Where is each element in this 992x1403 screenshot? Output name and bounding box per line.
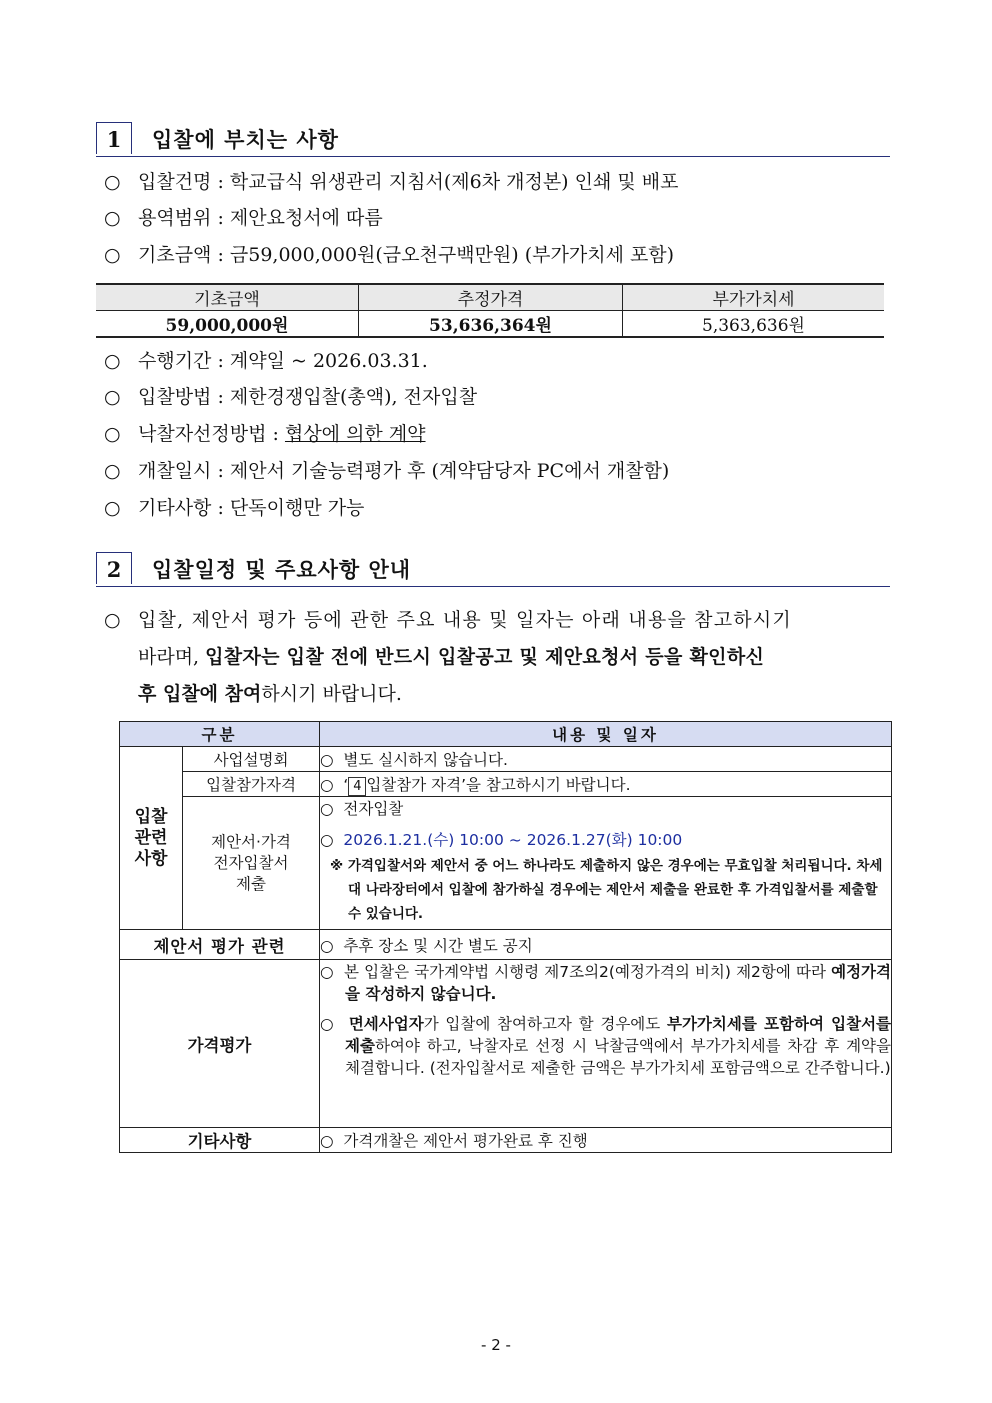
section-2-header bbox=[96, 552, 890, 587]
row-label: 제안서·가격 전자입찰서 제출 bbox=[183, 797, 320, 930]
group-label: 입찰 관련 사항 bbox=[120, 747, 183, 930]
table-header: 기초금액 bbox=[96, 284, 359, 311]
row-label: 사업설명회 bbox=[183, 747, 320, 772]
section-1-header bbox=[96, 122, 890, 157]
section-number: 2 bbox=[96, 552, 132, 584]
list-item: ○ 개찰일시 : 제안서 기술능력평가 후 (계약담당자 PC에서 개찰함) bbox=[104, 460, 670, 482]
amount-table bbox=[96, 283, 884, 338]
list-item: ○ 기타사항 : 단독이행만 가능 bbox=[104, 497, 365, 519]
table-cell: 53,636,364원 bbox=[359, 311, 623, 338]
list-item: ○ 기초금액 : 금59,000,000원(금오천구백만원) (부가가치세 포함) bbox=[104, 244, 675, 266]
section-title: 입찰일정 및 주요사항 안내 bbox=[152, 557, 412, 582]
table-header: 추정가격 bbox=[359, 284, 623, 311]
contract-method: 협상에 의한 계약 bbox=[284, 423, 426, 445]
row-label: 입찰참가자격 bbox=[183, 772, 320, 797]
table-cell: 5,363,636원 bbox=[623, 311, 885, 338]
row-label: 기타사항 bbox=[120, 1128, 320, 1153]
list-item: ○ 수행기간 : 계약일 ~ 2026.03.31. bbox=[104, 350, 428, 372]
row-label: 가격평가 bbox=[120, 960, 320, 1128]
table-cell: ○ ‘ 4 입찰참가 자격’을 참고하시기 바랍니다. bbox=[320, 772, 892, 797]
list-item: ○ 낙찰자선정방법 : 협상에 의한 계약 bbox=[104, 423, 426, 445]
list-item: ○ 입찰방법 : 제한경쟁입찰(총액), 전자입찰 bbox=[104, 386, 478, 408]
section-ref-box: 4 bbox=[348, 777, 366, 796]
section-number: 1 bbox=[96, 122, 132, 154]
table-cell: ○ 전자입찰 ○ 2026.1.21.(수) 10:00 ~ 2026.1.27(화) 10:00 ※ 가격입찰서와 제안서 중 어느 하나라도 제출하지 않은 경우에는 무효입찰 처리됩니다. 차세대 나라장터에서 입찰에 참가하실 경우에는 제안서 제출을 완료한 후 가격입찰서를 제출할 수 있습니다. bbox=[320, 797, 892, 930]
table-cell: ○ 추후 장소 및 시간 별도 공지 bbox=[320, 930, 892, 960]
table-cell: ○ 별도 실시하지 않습니다. bbox=[320, 747, 892, 772]
section-title: 입찰에 부치는 사항 bbox=[152, 127, 339, 152]
submission-note: ※ 가격입찰서와 제안서 중 어느 하나라도 제출하지 않은 경우에는 무효입찰 처리됩니다. 차세대 나라장터에서 입찰에 참가하실 경우에는 제안서 제출을 완료한 후 가격입찰서를 제출할 수 있습니다. bbox=[330, 858, 883, 922]
table-cell: 59,000,000원 bbox=[96, 311, 359, 338]
list-item: ○ 입찰건명 : 학교급식 위생관리 지침서(제6차 개정본) 인쇄 및 배포 bbox=[104, 171, 679, 193]
page-number: - 2 - bbox=[481, 1336, 511, 1354]
row-label: 제안서 평가 관련 bbox=[120, 930, 320, 960]
schedule-table bbox=[119, 721, 892, 1153]
table-header: 내용 및 일자 bbox=[320, 722, 892, 747]
table-header: 구분 bbox=[120, 722, 320, 747]
list-item: ○ 용역범위 : 제안요청서에 따름 bbox=[104, 207, 383, 229]
table-cell: ○ 가격개찰은 제안서 평가완료 후 진행 bbox=[320, 1128, 892, 1153]
table-header: 부가가치세 bbox=[623, 284, 885, 311]
submission-period: ○ 2026.1.21.(수) 10:00 ~ 2026.1.27(화) 10:00 bbox=[320, 831, 683, 849]
schedule-intro: ○ 입찰, 제안서 평가 등에 관한 주요 내용 및 일자는 아래 내용을 참고하시기 바라며, 입찰자는 입찰 전에 반드시 입찰공고 및 제안요청서 등을 확인하신 후 입찰에 참여하시기 바랍니다. bbox=[104, 609, 792, 705]
table-cell: ○ 본 입찰은 국가계약법 시행령 제7조의2(예정가격의 비치) 제2항에 따라 예정가격을 작성하지 않습니다. ○ 면세사업자가 입찰에 참여하고자 할 경우에도 부가가치세를 포함하여 입찰서를 제출하여야 하고, 낙찰자로 선정 시 낙찰금액에서 부가가치세를 차감 후 계약을 체결합니다. (전자입찰서로 제출한 금액은 부가가치세 포함금액으로 간주합니다.) bbox=[320, 960, 892, 1128]
